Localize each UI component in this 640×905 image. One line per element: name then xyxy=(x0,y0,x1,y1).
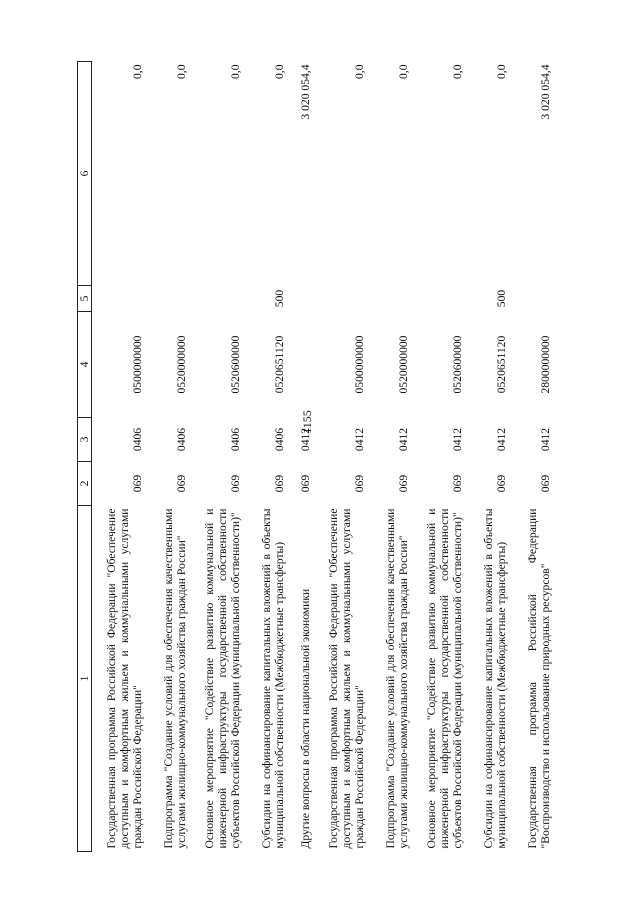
row-section: 0412 xyxy=(451,427,465,452)
row-section: 0412 xyxy=(397,427,411,452)
row-target: 0500000000 xyxy=(131,335,145,394)
row-ministry: 069 xyxy=(353,474,367,493)
row-sum: 0,0 xyxy=(175,64,189,79)
row-target: 0520600000 xyxy=(229,335,243,394)
row-name: Субсидии на софинансирование капитальных вложений в объекты муниципальной собственности (Межбюджетные трансферты) xyxy=(260,508,287,849)
row-sum: 0,0 xyxy=(397,64,411,79)
header-cell-section: 3 xyxy=(78,418,92,462)
table-row xyxy=(466,62,510,852)
row-sum: 0,0 xyxy=(495,64,509,79)
table-row xyxy=(92,62,147,852)
row-expense-type xyxy=(288,286,314,312)
row-section: 0406 xyxy=(229,427,243,452)
row-target: 0500000000 xyxy=(353,335,367,394)
row-name: Основное мероприятие "Содействие развитию коммунальной и инженерной инфраструктуры государственной собственности субъектов Российской Федерации (муниципальной собственности)" xyxy=(425,508,465,849)
row-sum: 0,0 xyxy=(229,64,243,79)
row-expense-type xyxy=(510,286,554,312)
row-target: 0520000000 xyxy=(175,335,189,394)
table-row xyxy=(314,62,368,852)
rotated-page xyxy=(77,62,640,852)
row-sum: 0,0 xyxy=(131,64,145,79)
table-row xyxy=(510,62,554,852)
row-section: 0412 xyxy=(299,427,313,452)
row-name: Субсидии на софинансирование капитальных вложений в объекты муниципальной собственности (Межбюджетные трансферты) xyxy=(482,508,509,849)
row-ministry: 069 xyxy=(397,474,411,493)
row-ministry: 069 xyxy=(451,474,465,493)
row-ministry: 069 xyxy=(299,474,313,493)
budget-table xyxy=(77,61,554,852)
row-name: Государственная программа Российской Федерации "Обеспечение доступным и комфортным жильем и коммунальными услугами граждан Российской Федерации" xyxy=(105,508,145,849)
row-target: 0520000000 xyxy=(397,335,411,394)
table-row xyxy=(288,62,314,852)
row-name: Основное мероприятие "Содействие развитию коммунальной и инженерной инфраструктуры государственной собственности субъектов Российской Федерации (муниципальной собственности)" xyxy=(203,508,243,849)
header-cell-sum: 6 xyxy=(78,62,92,286)
row-expense-type xyxy=(190,286,244,312)
table-row xyxy=(190,62,244,852)
row-ministry: 069 xyxy=(175,474,189,493)
table-row xyxy=(146,62,190,852)
header-cell-target: 4 xyxy=(78,312,92,418)
row-ministry: 069 xyxy=(229,474,243,493)
table-row xyxy=(368,62,412,852)
row-sum: 0,0 xyxy=(353,64,367,79)
row-target: 0520651120 xyxy=(495,335,509,394)
row-expense-type xyxy=(146,286,190,312)
row-target: 2800000000 xyxy=(539,335,553,394)
row-sum: 3 020 054,4 xyxy=(539,64,553,120)
header-row xyxy=(78,62,92,852)
row-expense-type: 500 xyxy=(495,289,509,308)
page-number: 1155 xyxy=(300,410,314,434)
table-row xyxy=(412,62,466,852)
row-sum: 0,0 xyxy=(273,64,287,79)
row-section: 0412 xyxy=(495,427,509,452)
row-name: Подпрограмма "Создание условий для обеспечения качественными услугами жилищно-коммунального хозяйства граждан России" xyxy=(162,508,189,849)
row-expense-type xyxy=(92,286,147,312)
row-ministry: 069 xyxy=(495,474,509,493)
row-name: Государственная программа Российской Федерации "Воспроизводство и использование природных ресурсов" xyxy=(526,508,553,849)
row-ministry: 069 xyxy=(539,474,553,493)
row-ministry: 069 xyxy=(131,474,145,493)
row-section: 0406 xyxy=(131,427,145,452)
row-name: Другие вопросы в области национальной экономики xyxy=(299,588,313,849)
row-section: 0412 xyxy=(353,427,367,452)
row-section: 0406 xyxy=(175,427,189,452)
row-name: Государственная программа Российской Федерации "Обеспечение доступным и комфортным жильем и коммунальными услугами граждан Российской Федерации" xyxy=(327,508,367,849)
row-section: 0412 xyxy=(539,427,553,452)
row-sum: 0,0 xyxy=(451,64,465,79)
header-cell-ministry: 2 xyxy=(78,462,92,506)
row-target: 0520651120 xyxy=(273,335,287,394)
row-name: Подпрограмма "Создание условий для обеспечения качественными услугами жилищно-коммунального хозяйства граждан России" xyxy=(384,508,411,849)
row-expense-type: 500 xyxy=(273,289,287,308)
row-section: 0406 xyxy=(273,427,287,452)
header-cell-name: 1 xyxy=(78,506,92,852)
header-cell-expense-type: 5 xyxy=(78,286,92,312)
row-expense-type xyxy=(368,286,412,312)
row-ministry: 069 xyxy=(273,474,287,493)
row-sum: 3 020 054,4 xyxy=(299,64,313,120)
row-target: 0520600000 xyxy=(451,335,465,394)
table-row xyxy=(244,62,288,852)
row-target xyxy=(288,312,314,418)
row-expense-type xyxy=(412,286,466,312)
row-expense-type xyxy=(314,286,368,312)
